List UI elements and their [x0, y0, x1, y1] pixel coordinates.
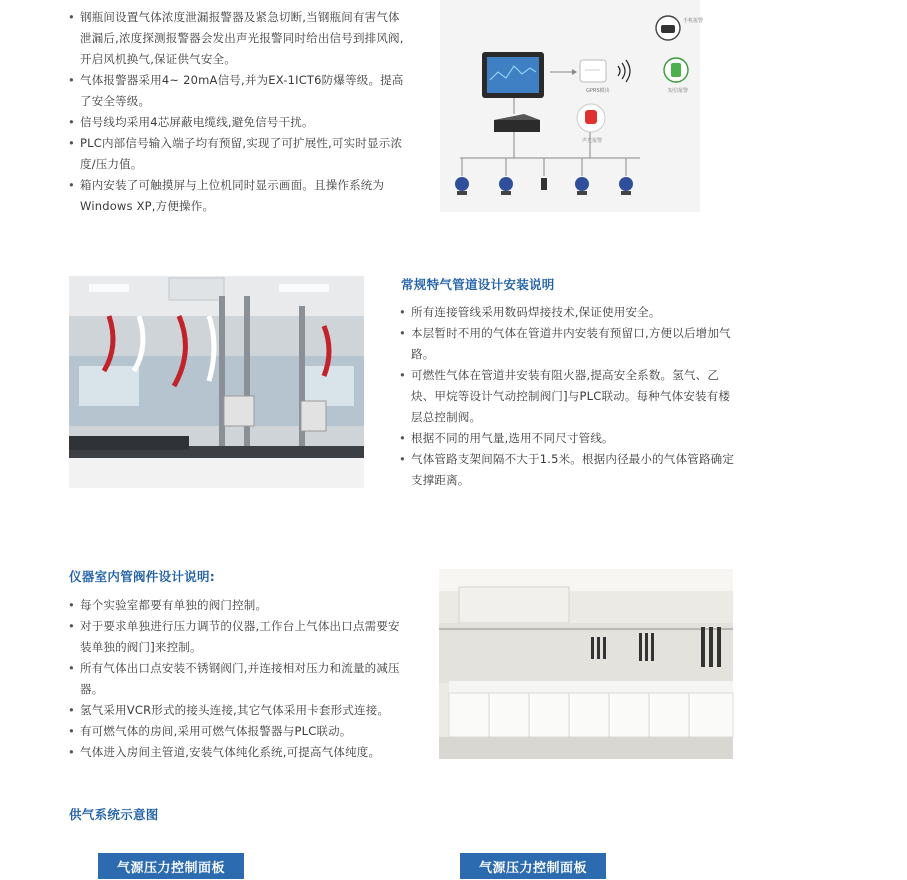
list-item: • 钢瓶间设置气体浓度泄漏报警器及紧急切断,当钢瓶间有害气体泄漏后,浓度探测报警器会发出声光报警同时给出信号到排风阀,开启风机换气,保证供气安全。 — [68, 7, 404, 70]
valve-section-title: 仪器室内管阀件设计说明: — [69, 569, 216, 584]
lab-pipeline-photo — [69, 276, 364, 488]
phone-label: 手机报警 — [683, 18, 704, 24]
supply-section-title: 供气系统示意图 — [69, 807, 159, 822]
pressure-panel-label-right: 气源压力控制面板 — [460, 853, 606, 879]
sound-light-alarm-icon — [577, 104, 605, 132]
gprs-module-icon — [580, 60, 606, 82]
valve-bullet-list — [68, 595, 408, 763]
list-item: • 所有气体出口点安装不锈钢阀门,并连接相对压力和流量的减压器。 — [68, 658, 408, 700]
list-item: • 气体进入房间主管道,安装气体纯化系统,可提高气体纯度。 — [68, 742, 408, 763]
gprs-label: GPRS模块 — [586, 88, 610, 94]
pipeline-section-title: 常规特气管道设计安装说明 — [401, 277, 555, 292]
list-item: • 氢气采用VCR形式的接头连接,其它气体采用卡套形式连接。 — [68, 700, 408, 721]
pressure-panel-label-left: 气源压力控制面板 — [98, 853, 244, 879]
sms-alarm-icon — [664, 58, 688, 82]
phone-alarm-icon — [656, 16, 680, 40]
list-item: • 每个实验室都要有单独的阀门控制。 — [68, 595, 408, 616]
list-item: • 根据不同的用气量,选用不同尺寸管线。 — [399, 428, 737, 449]
alarm-label: 声光报警 — [582, 138, 603, 144]
alarm-system-diagram — [440, 0, 704, 212]
pipeline-bullet-list — [399, 302, 737, 491]
list-item: • 可燃性气体在管道井安装有阻火器,提高安全系数。氢气、乙炔、甲烷等设计气动控制阀门]与PLC联动。每种气体安装有楼层总控制阀。 — [399, 365, 737, 428]
list-item: • 信号线均采用4芯屏蔽电缆线,避免信号干扰。 — [68, 112, 404, 133]
sms-label: 短信报警 — [668, 88, 689, 94]
list-item: • 气体报警器采用4~ 20mA信号,并为EX-1ICT6防爆等级。提高了安全等级。 — [68, 70, 404, 112]
list-item: • 所有连接管线采用数码焊接技术,保证使用安全。 — [399, 302, 737, 323]
list-item: • 箱内安装了可触摸屏与上位机同时显示画面。且操作系统为Windows XP,方便操作。 — [68, 175, 404, 217]
lab-valve-room-photo — [439, 569, 733, 759]
list-item: • 对于要求单独进行压力调节的仪器,工作台上气体出口点需要安装单独的阀门]来控制。 — [68, 616, 408, 658]
list-item: • 气体管路支架间隔不大于1.5米。根据内径最小的气体管路确定支撑距离。 — [399, 449, 737, 491]
monitor-icon — [482, 52, 544, 98]
list-item: • 有可燃气体的房间,采用可燃气体报警器与PLC联动。 — [68, 721, 408, 742]
list-item: • 本层暂时不用的气体在管道井内安装有预留口,方便以后增加气路。 — [399, 323, 737, 365]
list-item: • PLC内部信号输入端子均有预留,实现了可扩展性,可实时显示浓度/压力值。 — [68, 133, 404, 175]
alarm-bullet-list — [68, 7, 404, 217]
